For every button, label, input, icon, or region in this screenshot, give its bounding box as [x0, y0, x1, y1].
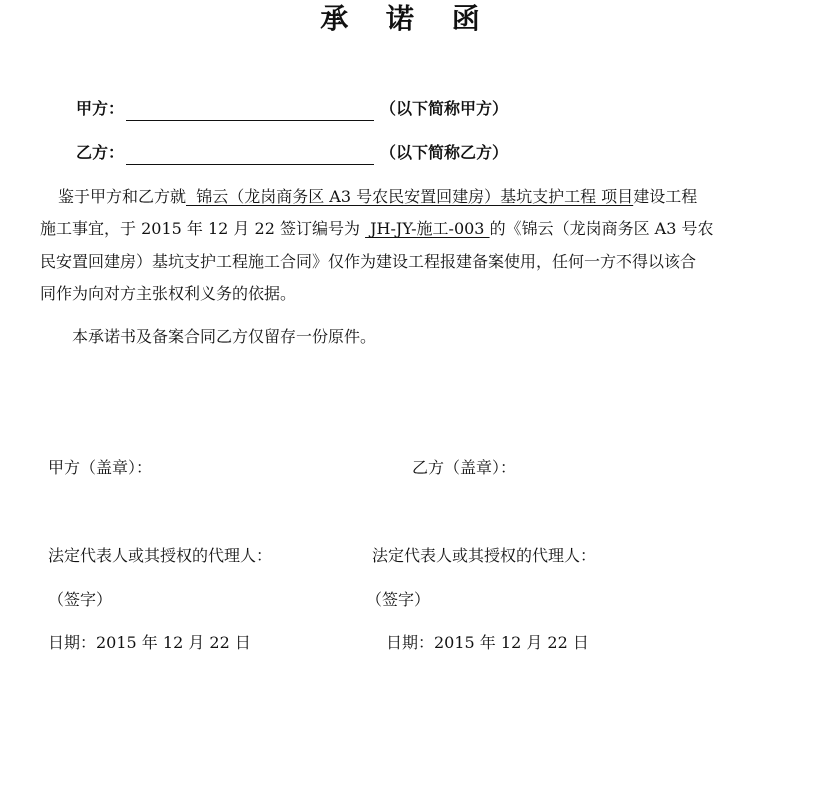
contract-number: JH-JY-施工-003 — [365, 219, 490, 238]
party-b-representative: 法定代表人或其授权的代理人： — [372, 546, 597, 565]
party-b-blank — [126, 147, 374, 165]
party-a-label: 甲方： — [76, 99, 125, 118]
party-a-representative: 法定代表人或其授权的代理人： — [48, 546, 273, 565]
party-a-seal: 甲方（盖章）： — [48, 458, 153, 477]
body-line-2 — [40, 213, 714, 245]
party-b-date: 日期：2015 年 12 月 22 日 — [386, 633, 589, 652]
party-a-date: 日期：2015 年 12 月 22 日 — [48, 633, 251, 652]
party-a-suffix: （以下简称甲方） — [380, 99, 509, 118]
body-line-4: 同作为向对方主张权利义务的依据。 — [40, 284, 297, 303]
party-b-signature: （签字） — [366, 590, 431, 609]
body-paragraph-2: 本承诺书及备案合同乙方仅留存一份原件。 — [72, 327, 377, 346]
party-b-suffix: （以下简称乙方） — [380, 143, 509, 162]
party-a-blank — [126, 103, 374, 121]
body-text: 的《锦云（龙岗商务区 A3 号农 — [489, 219, 714, 238]
party-a-line — [76, 97, 508, 121]
body-text: 施工事宜，于 2015 年 12 月 22 签订编号为 — [40, 219, 366, 238]
body-text: 建设工程 — [633, 187, 698, 206]
party-b-label: 乙方： — [76, 143, 125, 162]
body-text: 鉴于甲方和乙方就 — [58, 187, 187, 206]
party-b-line — [76, 141, 508, 165]
project-name: 锦云（龙岗商务区 A3 号农民安置回建房）基坑支护工程 项目 — [186, 187, 634, 206]
party-a-signature: （签字） — [48, 590, 113, 609]
party-b-seal: 乙方（盖章）： — [412, 458, 517, 477]
document-title: 承 诺 函 — [320, 2, 494, 35]
body-line-1 — [58, 181, 697, 213]
body-line-3: 民安置回建房）基坑支护工程施工合同》仅作为建设工程报建备案使用，任何一方不得以该合 — [40, 252, 697, 271]
